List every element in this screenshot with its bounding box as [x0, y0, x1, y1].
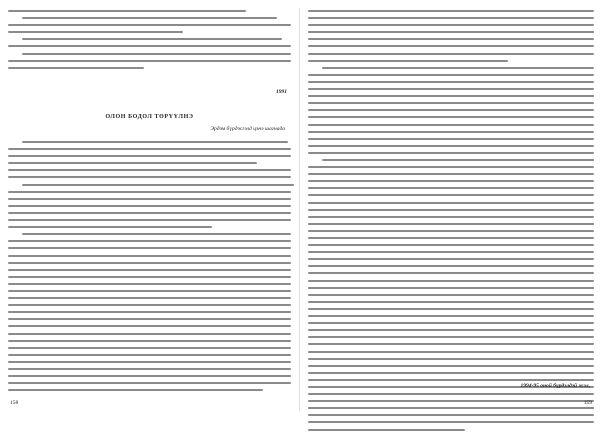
- page-gutter: [299, 8, 300, 411]
- left-body-text-block: [8, 141, 291, 396]
- right-body-text-block: [308, 10, 594, 436]
- left-page: [8, 10, 291, 410]
- right-page: [308, 10, 594, 410]
- closing-signature: 1994-95 оной бүрдэлдэй жэл.: [520, 383, 590, 389]
- right-page-number: 159: [583, 400, 592, 406]
- article-title: ОЛОН БОДОЛ ТӨРҮҮЛНЭ: [105, 114, 194, 120]
- left-page-number: 158: [10, 400, 19, 406]
- left-top-year: 1991: [276, 89, 287, 95]
- article-byline: Эрдэм бүрдэсгэлд цэнэ шагнада: [210, 126, 285, 132]
- left-top-text-block: [8, 10, 291, 74]
